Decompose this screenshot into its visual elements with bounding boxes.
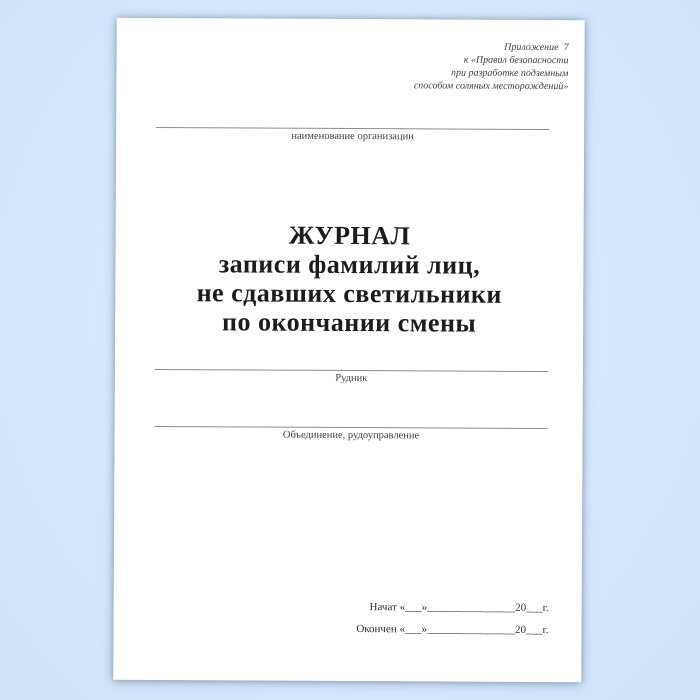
journal-title-line: ЖУРНАЛ	[288, 220, 411, 251]
appendix-line: при разработке подземным	[451, 67, 569, 80]
journal-title	[115, 220, 584, 338]
association-field	[155, 426, 548, 443]
journal-title-line: записи фамилий лиц,	[218, 249, 481, 280]
appendix-reference	[414, 40, 569, 93]
mine-caption: Рудник	[335, 372, 368, 385]
journal-title-line: не сдавших светильники	[196, 278, 503, 309]
appendix-line: способом соляных месторождений»	[413, 80, 569, 93]
journal-title-line: по окончании смены	[221, 307, 477, 338]
appendix-line: к «Правил безопасности	[463, 54, 569, 67]
start-date-row: Начат «___»________________20___г.	[369, 601, 549, 615]
end-date-row: Окончен «___»________________20___г.	[356, 623, 549, 637]
organization-field	[156, 127, 549, 144]
association-caption: Объединение, рудоуправление	[282, 429, 420, 442]
appendix-line: Приложение 7	[504, 41, 569, 54]
mine-field	[155, 369, 548, 386]
document-page	[113, 18, 584, 682]
organization-caption: наименование организации	[291, 130, 414, 143]
journal-dates	[356, 596, 548, 641]
